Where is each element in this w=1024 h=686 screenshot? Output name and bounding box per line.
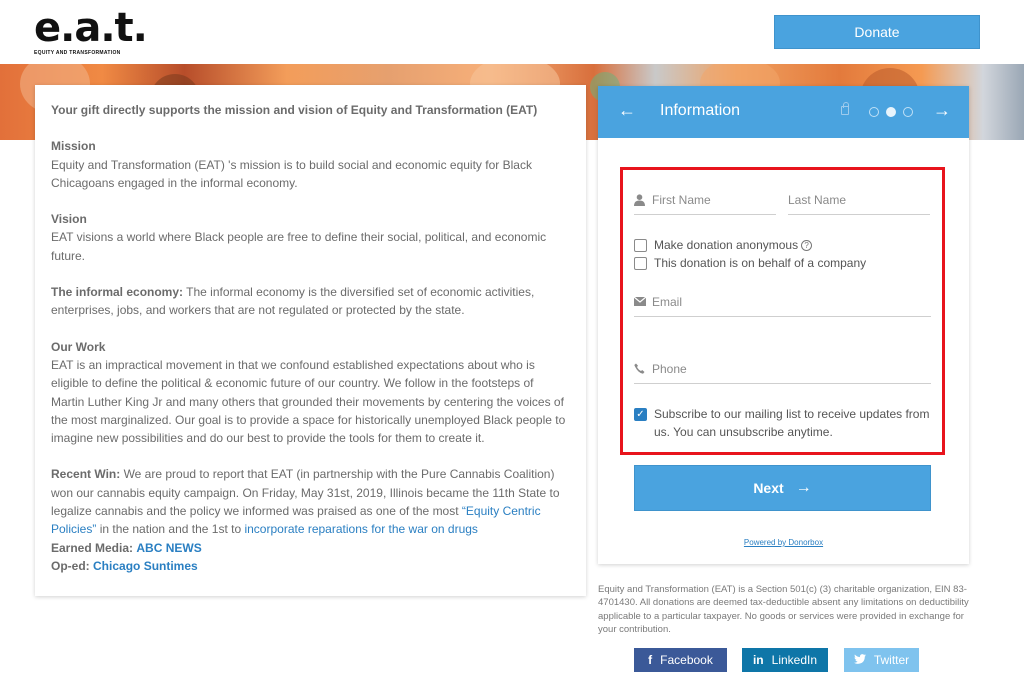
facebook-share-button[interactable] [634,648,727,672]
arrow-right-icon[interactable]: → [933,100,951,120]
step-dot-3 [903,107,913,117]
phone-placeholder: Phone [652,361,687,376]
facebook-label: Facebook [660,653,713,667]
step-dot-2 [886,107,896,117]
recent-win-heading: Recent Win: [51,467,121,482]
last-name-placeholder: Last Name [788,192,847,207]
facebook-icon: f [648,653,653,667]
step-dot-1 [869,107,879,117]
lock-icon [841,106,849,115]
subscribe-checkbox[interactable]: ✓ [634,408,647,421]
first-name-placeholder: First Name [652,192,711,207]
subscribe-row[interactable] [634,406,934,441]
first-name-field[interactable] [634,185,776,215]
vision-heading: Vision [51,212,87,227]
reparations-link[interactable]: incorporate reparations for the war on drugs [244,522,478,537]
about-intro: Your gift directly supports the mission and vision of Equity and Transformation (EAT) [51,103,538,117]
form-step-header [598,86,969,138]
vision-text: EAT visions a world where Black people are free to define their social, political, and economic future. [51,230,547,263]
earned-media-line [51,539,570,557]
last-name-field[interactable] [788,185,930,215]
next-button[interactable] [634,465,931,511]
op-ed-line [51,557,570,575]
company-label: This donation is on behalf of a company [654,256,867,270]
our-work-text: EAT is an impractical movement in that we confound established expectations about who is eligible to define the political & economic future of our country. We follow in the footsteps of Martin Luther King Jr and many others that grounded their movements by centering the voices of the most marginalized. Our goal is to provide a space for historically unemployed Black people to imagine new possibilities and do our best to provide the tools for them to create it. [51,357,566,446]
arrow-left-icon[interactable]: ← [618,100,636,120]
twitter-icon [854,653,866,667]
twitter-label: Twitter [873,653,910,667]
equity-centric-policies-link[interactable]: “Equity Centric Policies” [51,504,541,537]
op-ed-label: Op-ed: [51,558,90,573]
anonymous-row[interactable] [634,238,812,252]
about-card [35,85,586,596]
email-placeholder: Email [652,294,683,309]
tax-disclaimer: Equity and Transformation (EAT) is a Section 501(c) (3) charitable organization, EIN 83-4701430. All donations are deemed tax-deductible absent any limitations on deductibility applicable to a particular taxpayer. No goods or services were provided in exchange for your contribution. [598,584,969,636]
phone-icon [634,363,648,374]
subscribe-label: Subscribe to our mailing list to receive updates from us. You can unsubscribe anytime. [654,407,930,439]
chicago-suntimes-link[interactable]: Chicago Suntimes [93,558,198,573]
help-icon[interactable]: ? [801,240,812,251]
eat-logo[interactable] [34,5,147,58]
our-work-heading: Our Work [51,339,106,354]
donate-button[interactable]: Donate [774,15,980,49]
arrow-right-icon: → [795,479,812,496]
anonymous-label: Make donation anonymous [654,238,799,252]
site-header [0,0,1024,64]
anonymous-checkbox[interactable] [634,239,647,252]
twitter-share-button[interactable] [844,648,919,672]
linkedin-icon: in [752,653,764,667]
next-button-label: Next [753,480,784,496]
mission-heading: Mission [51,139,96,154]
earned-media-label: Earned Media: [51,540,134,555]
logo-wordmark: e.a.t. [34,5,147,51]
company-row[interactable] [634,256,866,270]
abc-news-link[interactable]: ABC NEWS [136,540,202,555]
email-field[interactable] [634,287,931,317]
donation-form-card [598,86,969,564]
powered-by-donorbox-link[interactable]: Powered by Donorbox [743,538,824,547]
recent-win-text-2: in the nation and the 1st to [96,522,245,537]
recent-win-paragraph [51,465,570,538]
informal-economy-heading: The informal economy: [51,285,184,300]
logo-tagline: EQUITY AND TRANSFORMATION [34,50,121,56]
linkedin-label: LinkedIn [771,653,818,667]
mission-text: Equity and Transformation (EAT) 's mission is to build social and economic equity for Black Chicagoans engaged in the informal economy. [51,157,532,190]
phone-field[interactable] [634,354,931,384]
user-icon [634,194,648,206]
step-title: Information [660,102,741,119]
envelope-icon [634,297,648,306]
informal-economy-text: The informal economy is the diversified set of economic activities, enterprises, jobs, and workers that are not regulated or protected by the state. [51,285,535,318]
recent-win-text: We are proud to report that EAT (in partnership with the Pure Cannabis Coalition) won our cannabis equity campaign. On Friday, May 31st, 2019, Illinois became the 11th State to legalize cannabis and the policy we informed was praised as one of the most [51,467,560,519]
linkedin-share-button[interactable] [742,648,828,672]
company-checkbox[interactable] [634,257,647,270]
informal-economy-paragraph [51,283,570,320]
